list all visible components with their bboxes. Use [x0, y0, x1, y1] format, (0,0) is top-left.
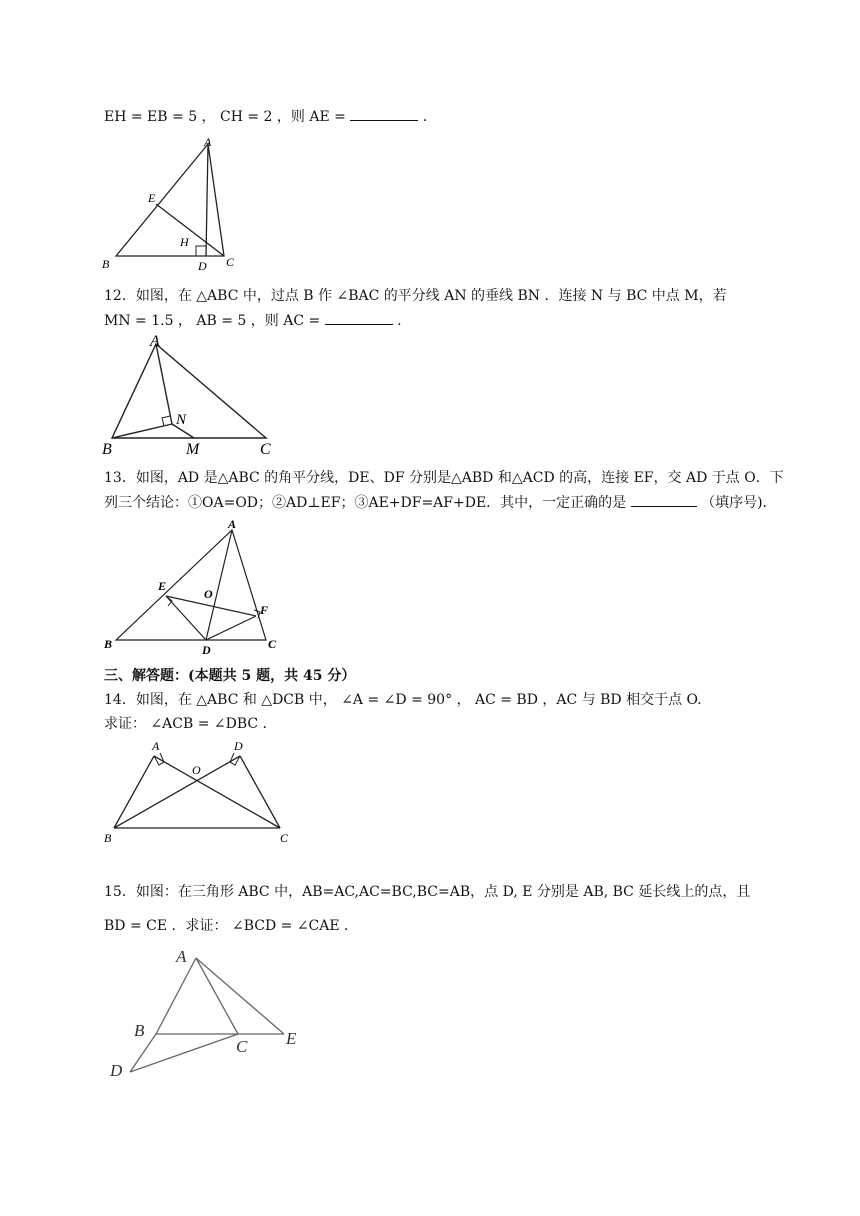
q15-label-b: B — [134, 1021, 145, 1040]
q11-label-b: B — [102, 257, 110, 271]
q11-label-a: A — [204, 135, 212, 149]
q11-answer-blank[interactable] — [350, 106, 418, 121]
q12-figure — [100, 334, 290, 458]
q14-label-d: D — [234, 739, 243, 753]
q11-label-h: H — [180, 235, 189, 249]
q15-figure — [100, 944, 320, 1084]
q15-label-e: E — [286, 1029, 297, 1048]
q15-label-d: D — [110, 1061, 123, 1080]
q12-label-c: C — [260, 441, 271, 458]
q13-label-d: D — [202, 643, 211, 657]
q14-label-o: O — [192, 763, 201, 777]
q14-line1: 14．如图，在 △ABC 和 △DCB 中， ∠A = ∠D = 90° ， AC = BD ，AC 与 BD 相交于点 O. — [104, 692, 702, 708]
q11-label-e: E — [148, 191, 156, 205]
q13-label-a: A — [228, 517, 237, 531]
q13-label-c: C — [268, 637, 277, 651]
q15-label-c: C — [236, 1037, 248, 1056]
q12-answer-blank[interactable] — [325, 310, 393, 325]
q14-label-c: C — [280, 831, 289, 845]
q12-label-n: N — [176, 412, 187, 428]
q13-figure — [100, 514, 290, 657]
q13-label-b: B — [104, 637, 113, 651]
q13-label-o: O — [204, 587, 213, 601]
q13-line2: 列三个结论：①OA=OD；②AD⊥EF；③AE+DF=AF+DE．其中，一定正确的是 （填序号)． — [104, 492, 777, 513]
q14-line2: 求证： ∠ACB = ∠DBC ． — [104, 716, 277, 732]
q12-label-m: M — [186, 441, 200, 458]
q11-label-d: D — [198, 259, 207, 273]
q15-line2: BD = CE ．求证： ∠BCD = ∠CAE ． — [104, 918, 359, 934]
q12-line2: MN = 1.5 ， AB = 5 ，则 AC = . — [104, 310, 402, 331]
q12-label-a: A — [150, 333, 160, 350]
q13-answer-blank[interactable] — [631, 492, 697, 507]
q14-label-a: A — [152, 739, 160, 753]
q15-label-a: A — [176, 947, 187, 966]
section3-title: 三、解答题：(本题共 5 题，共 45 分） — [104, 668, 356, 684]
q13-line1: 13．如图，AD 是△ABC 的角平分线，DE、DF 分别是△ABD 和△ACD 的高，连接 EF，交 AD 于点 O．下 — [104, 470, 784, 486]
q13-label-e: E — [158, 579, 167, 593]
q12-line1: 12．如图，在 △ABC 中，过点 B 作 ∠BAC 的平分线 AN 的垂线 BN ．连接 N 与 BC 中点 M，若 — [104, 288, 727, 304]
q15-line1: 15．如图：在三角形 ABC 中，AB=AC,AC=BC,BC=AB，点 D, E 分别是 AB, BC 延长线上的点，且 — [104, 884, 751, 900]
q11-label-c: C — [226, 255, 235, 269]
q11-figure — [100, 134, 250, 274]
q13-label-f: F — [260, 603, 269, 617]
q12-label-b: B — [102, 441, 112, 458]
q14-figure — [100, 738, 300, 848]
q11-condition: EH = EB = 5 ， CH = 2 ，则 AE = ． — [104, 106, 437, 127]
q14-label-b: B — [104, 831, 112, 845]
